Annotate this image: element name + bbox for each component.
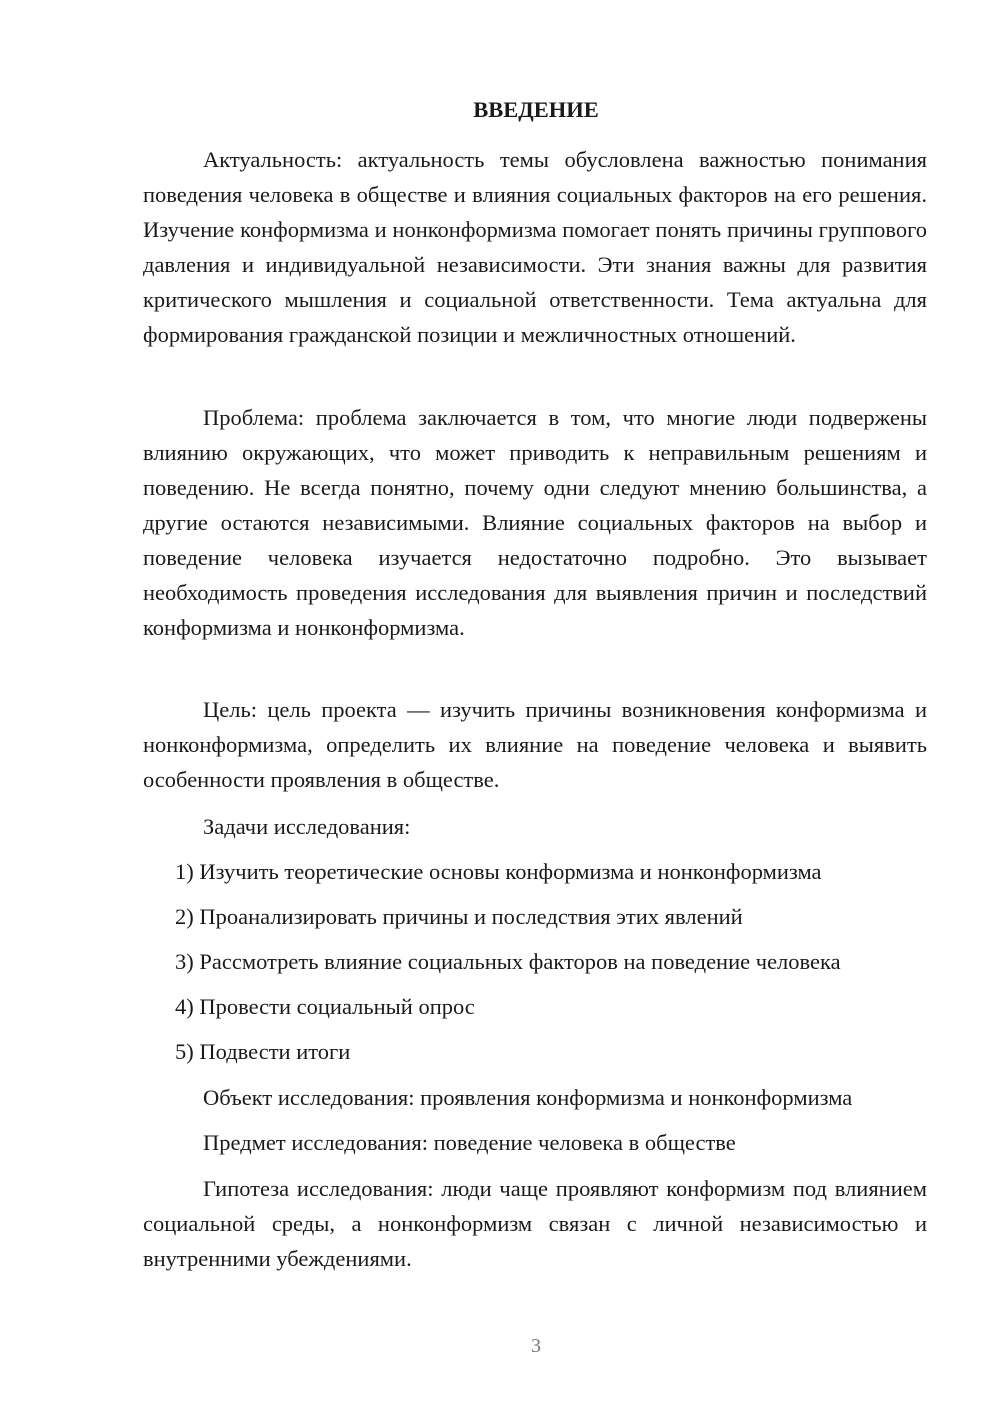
page-title: ВВЕДЕНИЕ xyxy=(473,97,599,122)
relevance-paragraph: Актуальность: актуальность темы обусловлена важностью понимания поведения человека в обществе и влияния социальных факторов на его решения. Изучение конформизма и нонконформизма помогает понять причины группового давления и индивидуальной независимости. Эти знания важны для развития критического мышления и социальной ответственности. Тема актуальна для формирования гражданской позиции и межличностных отношений. xyxy=(143,147,927,347)
task-item: 5) Подвести итоги xyxy=(175,1039,351,1064)
task-item: 1) Изучить теоретические основы конформизма и нонконформизма xyxy=(175,859,822,884)
research-subject: Предмет исследования: поведение человека в обществе xyxy=(203,1130,736,1155)
task-item: 2) Проанализировать причины и последствия этих явлений xyxy=(175,904,743,929)
page-number: 3 xyxy=(531,1335,541,1357)
task-item: 3) Рассмотреть влияние социальных факторов на поведение человека xyxy=(175,949,841,974)
problem-paragraph: Проблема: проблема заключается в том, что многие люди подвержены влиянию окружающих, что может приводить к неправильным решениям и поведению. Не всегда понятно, почему одни следуют мнению большинства, а другие остаются независимыми. Влияние социальных факторов на выбор и поведение человека изучается недостаточно подробно. Это вызывает необходимость проведения исследования для выявления причин и последствий конформизма и нонконформизма. xyxy=(143,405,927,640)
goal-paragraph: Цель: цель проекта — изучить причины возникновения конформизма и нонконформизма, определить их влияние на поведение человека и выявить особенности проявления в обществе. xyxy=(143,697,927,792)
tasks-heading: Задачи исследования: xyxy=(203,814,411,839)
research-object: Объект исследования: проявления конформизма и нонконформизма xyxy=(203,1085,853,1110)
task-item: 4) Провести социальный опрос xyxy=(175,994,475,1019)
hypothesis-paragraph: Гипотеза исследования: люди чаще проявляют конформизм под влиянием социальной среды, а нонконформизм связан с личной независимостью и внутренними убеждениями. xyxy=(143,1176,927,1271)
